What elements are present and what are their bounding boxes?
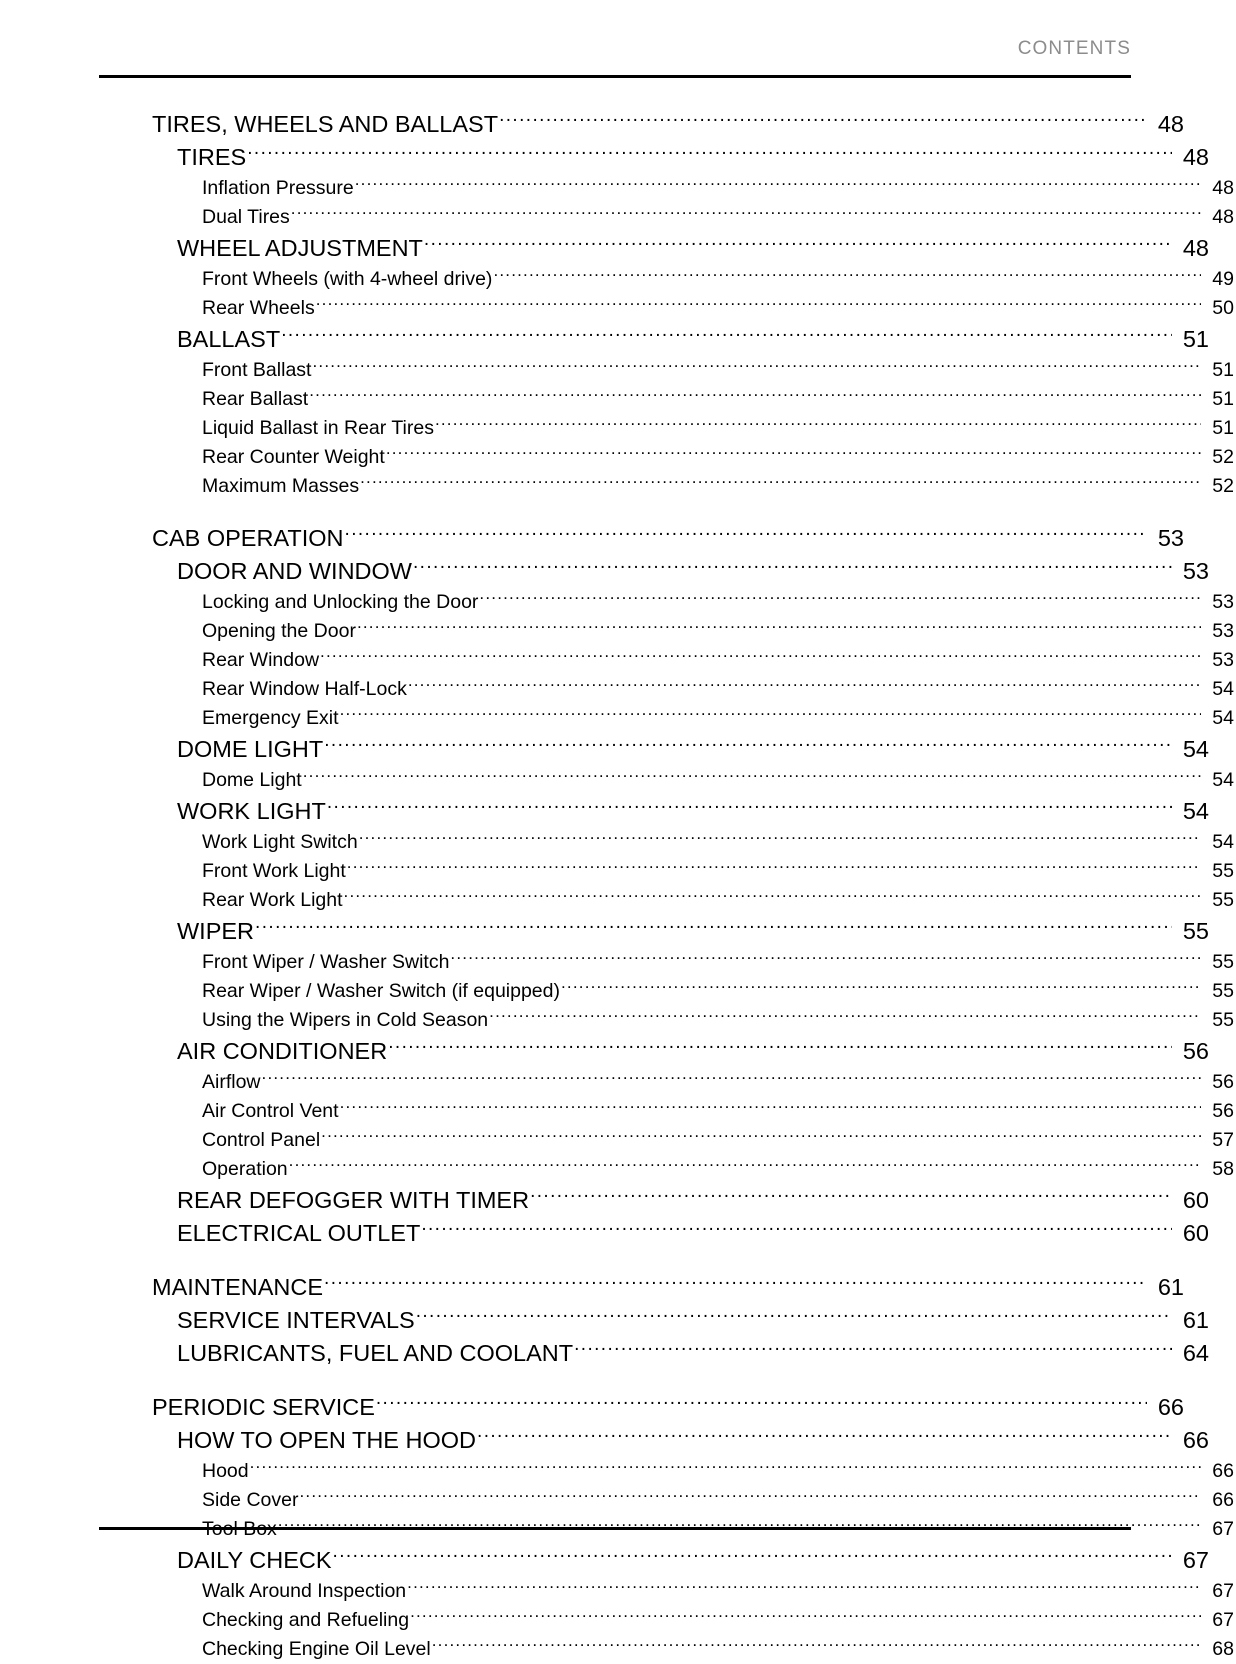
toc-entry-title: Dual Tires xyxy=(202,206,290,228)
toc-entry-title: Airflow xyxy=(202,1071,261,1093)
toc-entry[interactable] xyxy=(99,385,1234,414)
toc-dot-leader xyxy=(289,1156,1201,1176)
toc-entry[interactable] xyxy=(99,1486,1234,1515)
toc-entry-page-number: 56 xyxy=(1212,1071,1234,1093)
toc-entry-title: Operation xyxy=(202,1158,288,1180)
toc-entry-title: Rear Wheels xyxy=(202,297,315,319)
toc-entry-page-number: 52 xyxy=(1212,446,1234,468)
toc-entry-page-number: 57 xyxy=(1212,1129,1234,1151)
footer-divider-rule xyxy=(99,1527,1131,1530)
toc-entry-page-number: 53 xyxy=(1212,591,1234,613)
toc-entry-title: REAR DEFOGGER WITH TIMER xyxy=(177,1187,530,1213)
toc-dot-leader xyxy=(477,1425,1172,1449)
toc-entry-page-number: 66 xyxy=(1182,1427,1209,1453)
toc-entry[interactable] xyxy=(99,1457,1234,1486)
toc-dot-leader xyxy=(340,705,1201,725)
toc-entry[interactable] xyxy=(99,857,1234,886)
toc-entry-title: DAILY CHECK xyxy=(177,1547,332,1573)
toc-entry-title: WORK LIGHT xyxy=(177,798,326,824)
toc-entry-title: BALLAST xyxy=(177,326,281,352)
toc-entry-page-number: 53 xyxy=(1212,620,1234,642)
toc-entry-page-number: 54 xyxy=(1212,707,1234,729)
toc-dot-leader xyxy=(574,1338,1172,1362)
toc-entry-page-number: 48 xyxy=(1182,144,1209,170)
toc-entry[interactable] xyxy=(99,1577,1234,1606)
toc-entry-title: WHEEL ADJUSTMENT xyxy=(177,235,423,261)
toc-entry[interactable] xyxy=(99,886,1234,915)
toc-entry[interactable] xyxy=(99,1606,1234,1635)
toc-entry-title: WIPER xyxy=(177,918,255,944)
toc-dot-leader xyxy=(360,473,1201,493)
toc-entry-page-number: 48 xyxy=(1182,235,1209,261)
toc-dot-leader xyxy=(407,1578,1201,1598)
toc-dot-leader xyxy=(376,1392,1147,1416)
toc-dot-leader xyxy=(291,204,1201,224)
toc-dot-leader xyxy=(324,734,1172,758)
toc-entry[interactable] xyxy=(99,1097,1234,1126)
toc-entry-page-number: 48 xyxy=(1212,177,1234,199)
toc-dot-leader xyxy=(327,796,1172,820)
toc-entry-title: Air Control Vent xyxy=(202,1100,339,1122)
toc-entry-title: Control Panel xyxy=(202,1129,321,1151)
toc-dot-leader xyxy=(416,1305,1172,1329)
toc-entry-page-number: 66 xyxy=(1212,1460,1234,1482)
toc-dot-leader xyxy=(316,295,1201,315)
toc-entry-title: Opening the Door xyxy=(202,620,356,642)
toc-dot-leader xyxy=(410,1607,1201,1627)
toc-entry-page-number: 53 xyxy=(1182,558,1209,584)
toc-entry-page-number: 56 xyxy=(1212,1100,1234,1122)
toc-entry[interactable] xyxy=(99,443,1234,472)
toc-entry[interactable] xyxy=(99,522,1184,555)
toc-dot-leader xyxy=(421,1218,1172,1242)
toc-dot-leader xyxy=(347,858,1201,878)
toc-entry[interactable] xyxy=(99,675,1234,704)
toc-entry-page-number: 49 xyxy=(1212,268,1234,290)
toc-entry[interactable] xyxy=(99,915,1209,948)
toc-dot-leader xyxy=(357,618,1201,638)
toc-entry-page-number: 54 xyxy=(1212,769,1234,791)
toc-entry-page-number: 66 xyxy=(1157,1394,1184,1420)
toc-entry-title: Front Wiper / Washer Switch xyxy=(202,951,450,973)
toc-entry-title: AIR CONDITIONER xyxy=(177,1038,388,1064)
toc-entry-title: Side Cover xyxy=(202,1489,299,1511)
toc-dot-leader xyxy=(262,1069,1201,1089)
toc-dot-leader xyxy=(355,175,1201,195)
toc-entry-page-number: 55 xyxy=(1212,980,1234,1002)
toc-dot-leader xyxy=(312,357,1201,377)
toc-dot-leader xyxy=(247,142,1172,166)
toc-entry[interactable] xyxy=(99,1424,1209,1457)
toc-entry-title: PERIODIC SERVICE xyxy=(152,1394,375,1420)
toc-dot-leader xyxy=(450,949,1201,969)
toc-entry[interactable] xyxy=(99,948,1234,977)
toc-dot-leader xyxy=(479,589,1201,609)
toc-entry[interactable] xyxy=(99,1635,1234,1664)
toc-entry[interactable] xyxy=(99,203,1234,232)
toc-dot-leader xyxy=(340,1098,1201,1118)
toc-entry-page-number: 54 xyxy=(1212,678,1234,700)
toc-entry-title: HOW TO OPEN THE HOOD xyxy=(177,1427,477,1453)
toc-entry-title: Liquid Ballast in Rear Tires xyxy=(202,417,434,439)
toc-dot-leader xyxy=(359,829,1201,849)
toc-entry-page-number: 68 xyxy=(1212,1638,1234,1660)
toc-entry-page-number: 53 xyxy=(1212,649,1234,671)
toc-entry[interactable] xyxy=(99,414,1234,443)
toc-entry-title: Rear Ballast xyxy=(202,388,309,410)
toc-entry[interactable] xyxy=(99,766,1234,795)
toc-entry[interactable] xyxy=(99,174,1234,203)
toc-dot-leader xyxy=(413,556,1172,580)
toc-entry[interactable] xyxy=(99,704,1234,733)
toc-entry-title: Rear Window Half-Lock xyxy=(202,678,407,700)
toc-entry-title: Dome Light xyxy=(202,769,302,791)
toc-dot-leader xyxy=(493,266,1201,286)
toc-dot-leader xyxy=(388,1036,1172,1060)
toc-entry-title: CAB OPERATION xyxy=(152,525,344,551)
toc-entry-title: DOOR AND WINDOW xyxy=(177,558,412,584)
toc-entry-title: DOME LIGHT xyxy=(177,736,324,762)
toc-entry-page-number: 51 xyxy=(1182,326,1209,352)
toc-entry[interactable] xyxy=(99,1035,1209,1068)
toc-entry[interactable] xyxy=(99,1006,1234,1035)
toc-entry-page-number: 51 xyxy=(1212,388,1234,410)
toc-entry[interactable] xyxy=(99,1391,1184,1424)
toc-entry-page-number: 52 xyxy=(1212,475,1234,497)
toc-dot-leader xyxy=(324,1272,1147,1296)
table-of-contents xyxy=(99,108,1234,1664)
toc-entry-page-number: 48 xyxy=(1157,111,1184,137)
toc-entry-title: Checking and Refueling xyxy=(202,1609,410,1631)
toc-entry-page-number: 64 xyxy=(1182,1340,1209,1366)
toc-entry-title: Front Ballast xyxy=(202,359,312,381)
toc-dot-leader xyxy=(530,1185,1172,1209)
toc-dot-leader xyxy=(345,523,1147,547)
toc-dot-leader xyxy=(344,887,1201,907)
toc-entry[interactable] xyxy=(99,1184,1209,1217)
toc-dot-leader xyxy=(561,978,1201,998)
toc-entry[interactable] xyxy=(99,588,1234,617)
toc-entry-title: Walk Around Inspection xyxy=(202,1580,407,1602)
toc-entry-title: Front Wheels (with 4-wheel drive) xyxy=(202,268,493,290)
toc-dot-leader xyxy=(281,324,1172,348)
toc-entry-page-number: 51 xyxy=(1212,417,1234,439)
toc-entry-page-number: 50 xyxy=(1212,297,1234,319)
toc-entry[interactable] xyxy=(99,1068,1234,1097)
toc-entry-page-number: 55 xyxy=(1182,918,1209,944)
toc-entry-title: Using the Wipers in Cold Season xyxy=(202,1009,489,1031)
toc-dot-leader xyxy=(320,647,1201,667)
toc-entry[interactable] xyxy=(99,232,1209,265)
toc-entry[interactable] xyxy=(99,323,1209,356)
toc-entry-page-number: 55 xyxy=(1212,889,1234,911)
toc-entry-title: TIRES, WHEELS AND BALLAST xyxy=(152,111,499,137)
page-header-label: CONTENTS xyxy=(1017,38,1131,59)
toc-entry-page-number: 48 xyxy=(1212,206,1234,228)
header-divider-rule xyxy=(99,75,1131,78)
toc-entry-title: Front Work Light xyxy=(202,860,346,882)
toc-entry[interactable] xyxy=(99,1337,1209,1370)
toc-entry-page-number: 67 xyxy=(1182,1547,1209,1573)
toc-entry-page-number: 60 xyxy=(1182,1220,1209,1246)
toc-dot-leader xyxy=(435,415,1201,435)
toc-dot-leader xyxy=(278,1516,1201,1536)
toc-entry[interactable] xyxy=(99,555,1209,588)
toc-entry[interactable] xyxy=(99,828,1234,857)
toc-entry-page-number: 55 xyxy=(1212,1009,1234,1031)
toc-entry-title: TIRES xyxy=(177,144,247,170)
toc-entry[interactable] xyxy=(99,977,1234,1006)
page-header xyxy=(99,38,1131,60)
toc-entry-title: MAINTENANCE xyxy=(152,1274,324,1300)
toc-entry-page-number: 51 xyxy=(1212,359,1234,381)
toc-entry[interactable] xyxy=(99,733,1209,766)
toc-entry-title: ELECTRICAL OUTLET xyxy=(177,1220,421,1246)
toc-entry[interactable] xyxy=(99,795,1209,828)
toc-entry-page-number: 56 xyxy=(1182,1038,1209,1064)
toc-entry[interactable] xyxy=(99,108,1184,141)
toc-entry-page-number: 54 xyxy=(1182,736,1209,762)
toc-entry-title: Locking and Unlocking the Door xyxy=(202,591,479,613)
toc-dot-leader xyxy=(408,676,1201,696)
toc-entry-page-number: 67 xyxy=(1212,1609,1234,1631)
toc-entry-page-number: 55 xyxy=(1212,860,1234,882)
toc-entry-page-number: 53 xyxy=(1157,525,1184,551)
toc-dot-leader xyxy=(489,1007,1201,1027)
toc-dot-leader xyxy=(250,1458,1201,1478)
toc-entry[interactable] xyxy=(99,265,1234,294)
toc-dot-leader xyxy=(333,1545,1172,1569)
toc-entry-page-number: 67 xyxy=(1212,1518,1234,1540)
toc-entry[interactable] xyxy=(99,1271,1184,1304)
toc-entry[interactable] xyxy=(99,1217,1209,1250)
toc-dot-leader xyxy=(424,233,1172,257)
toc-entry-title: Rear Window xyxy=(202,649,320,671)
toc-entry[interactable] xyxy=(99,1126,1234,1155)
toc-entry-title: Rear Counter Weight xyxy=(202,446,385,468)
toc-entry-page-number: 58 xyxy=(1212,1158,1234,1180)
toc-entry-title: LUBRICANTS, FUEL AND COOLANT xyxy=(177,1340,574,1366)
toc-entry-page-number: 55 xyxy=(1212,951,1234,973)
toc-entry-title: SERVICE INTERVALS xyxy=(177,1307,415,1333)
toc-entry-title: Work Light Switch xyxy=(202,831,358,853)
toc-entry-title: Rear Wiper / Washer Switch (if equipped) xyxy=(202,980,560,1002)
toc-dot-leader xyxy=(432,1636,1201,1656)
toc-entry[interactable] xyxy=(99,141,1209,174)
toc-dot-leader xyxy=(321,1127,1201,1147)
toc-dot-leader xyxy=(309,386,1201,406)
toc-entry[interactable] xyxy=(99,1544,1209,1577)
toc-dot-leader xyxy=(386,444,1201,464)
toc-entry-page-number: 61 xyxy=(1157,1274,1184,1300)
toc-dot-leader xyxy=(255,916,1172,940)
toc-entry-page-number: 61 xyxy=(1182,1307,1209,1333)
toc-entry[interactable] xyxy=(99,1304,1209,1337)
toc-entry-page-number: 60 xyxy=(1182,1187,1209,1213)
toc-entry-title: Maximum Masses xyxy=(202,475,360,497)
toc-entry-title: Rear Work Light xyxy=(202,889,343,911)
toc-entry-title: Inflation Pressure xyxy=(202,177,354,199)
toc-entry[interactable] xyxy=(99,617,1234,646)
toc-entry-title: Emergency Exit xyxy=(202,707,339,729)
toc-entry[interactable] xyxy=(99,472,1234,501)
toc-entry[interactable] xyxy=(99,356,1234,385)
toc-entry-page-number: 54 xyxy=(1182,798,1209,824)
toc-entry[interactable] xyxy=(99,646,1234,675)
toc-entry[interactable] xyxy=(99,294,1234,323)
toc-entry-page-number: 54 xyxy=(1212,831,1234,853)
toc-entry-page-number: 67 xyxy=(1212,1580,1234,1602)
toc-dot-leader xyxy=(299,1487,1201,1507)
toc-entry[interactable] xyxy=(99,1155,1234,1184)
toc-entry-title: Hood xyxy=(202,1460,249,1482)
toc-dot-leader xyxy=(303,767,1201,787)
toc-dot-leader xyxy=(499,109,1147,133)
toc-entry-title: Checking Engine Oil Level xyxy=(202,1638,431,1660)
toc-entry-page-number: 66 xyxy=(1212,1489,1234,1511)
